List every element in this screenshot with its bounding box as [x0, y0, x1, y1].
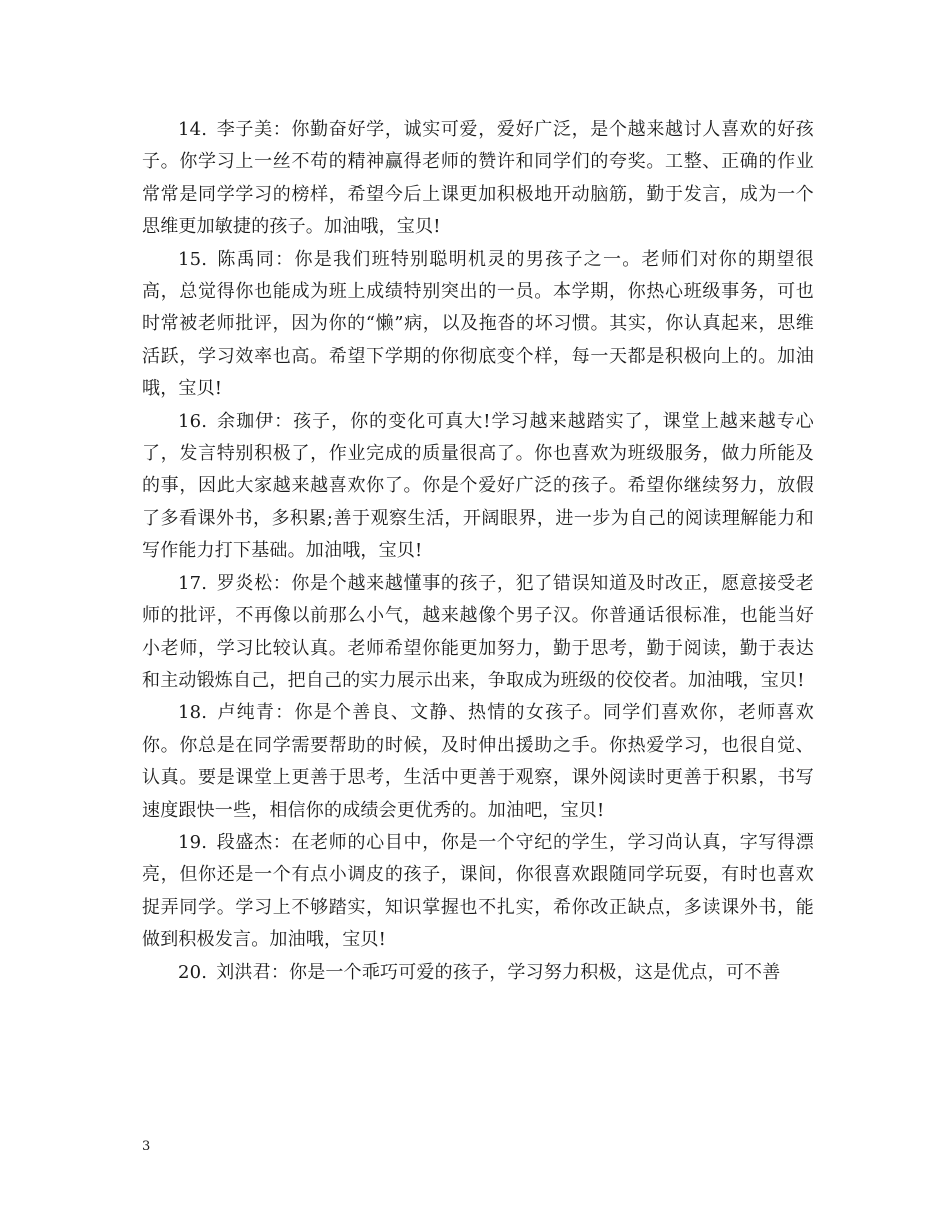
paragraph-number: 20. — [178, 961, 208, 983]
paragraph-text: 罗炎松：你是个越来越懂事的孩子，犯了错误知道及时改正，愿意接受老师的批评，不再像以前那么小气，越来越像个男子汉。你普通话很标准，也能当好小老师，学习比较认真。老师希望你能更加努力，勤于思考，勤于阅读，勤于表达和主动锻炼自己，把自己的实力展示出来，争取成为班级的佼佼者。加油哦，宝贝! — [142, 572, 814, 691]
paragraph-text: 刘洪君：你是一个乖巧可爱的孩子，学习努力积极，这是优点，可不善 — [216, 961, 781, 983]
paragraph-text: 陈禹同：你是我们班特别聪明机灵的男孩子之一。老师们对你的期望很高，总觉得你也能成为班上成绩特别突出的一员。本学期，你热心班级事务，可也时常被老师批评，因为你的“懒”病，以及拖沓的坏习惯。其实，你认真起来，思维活跃，学习效率也高。希望下学期的你彻底变个样，每一天都是积极向上的。加油哦，宝贝! — [142, 248, 814, 400]
paragraph-number: 19. — [178, 831, 208, 853]
paragraph-text: 李子美：你勤奋好学，诚实可爱，爱好广泛，是个越来越讨人喜欢的好孩子。你学习上一丝不苟的精神赢得老师的赞许和同学们的夸奖。工整、正确的作业常常是同学学习的榜样，希望今后上课更加积极地开动脑筋，勤于发言，成为一个思维更加敏捷的孩子。加油哦，宝贝! — [142, 119, 814, 238]
paragraph-number: 18. — [178, 702, 208, 724]
paragraph-number: 16. — [178, 410, 208, 432]
page-number: 3 — [142, 1139, 151, 1154]
comment-paragraph-19 — [142, 827, 814, 957]
comment-paragraph-14 — [142, 114, 814, 244]
paragraph-text: 卢纯青：你是个善良、文静、热情的女孩子。同学们喜欢你，老师喜欢你。你总是在同学需要帮助的时候，及时伸出援助之手。你热爱学习，也很自觉、认真。要是课堂上更善于思考，生活中更善于观察，课外阅读时更善于积累，书写速度跟快一些，相信你的成绩会更优秀的。加油吧，宝贝! — [142, 702, 814, 821]
comment-paragraph-20 — [142, 957, 814, 989]
paragraph-number: 15. — [178, 248, 208, 270]
paragraph-number: 17. — [178, 572, 208, 594]
document-body — [142, 114, 814, 989]
comment-paragraph-16 — [142, 406, 814, 568]
paragraph-text: 余珈伊：孩子，你的变化可真大!学习越来越踏实了，课堂上越来越专心了，发言特别积极了，作业完成的质量很高了。你也喜欢为班级服务，做力所能及的事，因此大家越来越喜欢你了。你是个爱好广泛的孩子。希望你继续努力，放假了多看课外书，多积累;善于观察生活，开阔眼界，进一步为自己的阅读理解能力和写作能力打下基础。加油哦，宝贝! — [142, 410, 814, 562]
paragraph-text: 段盛杰：在老师的心目中，你是一个守纪的学生，学习尚认真，字写得漂亮，但你还是一个有点小调皮的孩子，课间，你很喜欢跟随同学玩耍，有时也喜欢捉弄同学。学习上不够踏实，知识掌握也不扎实，希你改正缺点，多读课外书，能做到积极发言。加油哦，宝贝! — [142, 831, 814, 951]
comment-paragraph-17 — [142, 568, 814, 698]
paragraph-number: 14. — [178, 119, 208, 140]
comment-paragraph-18 — [142, 697, 814, 827]
comment-paragraph-15 — [142, 244, 814, 406]
